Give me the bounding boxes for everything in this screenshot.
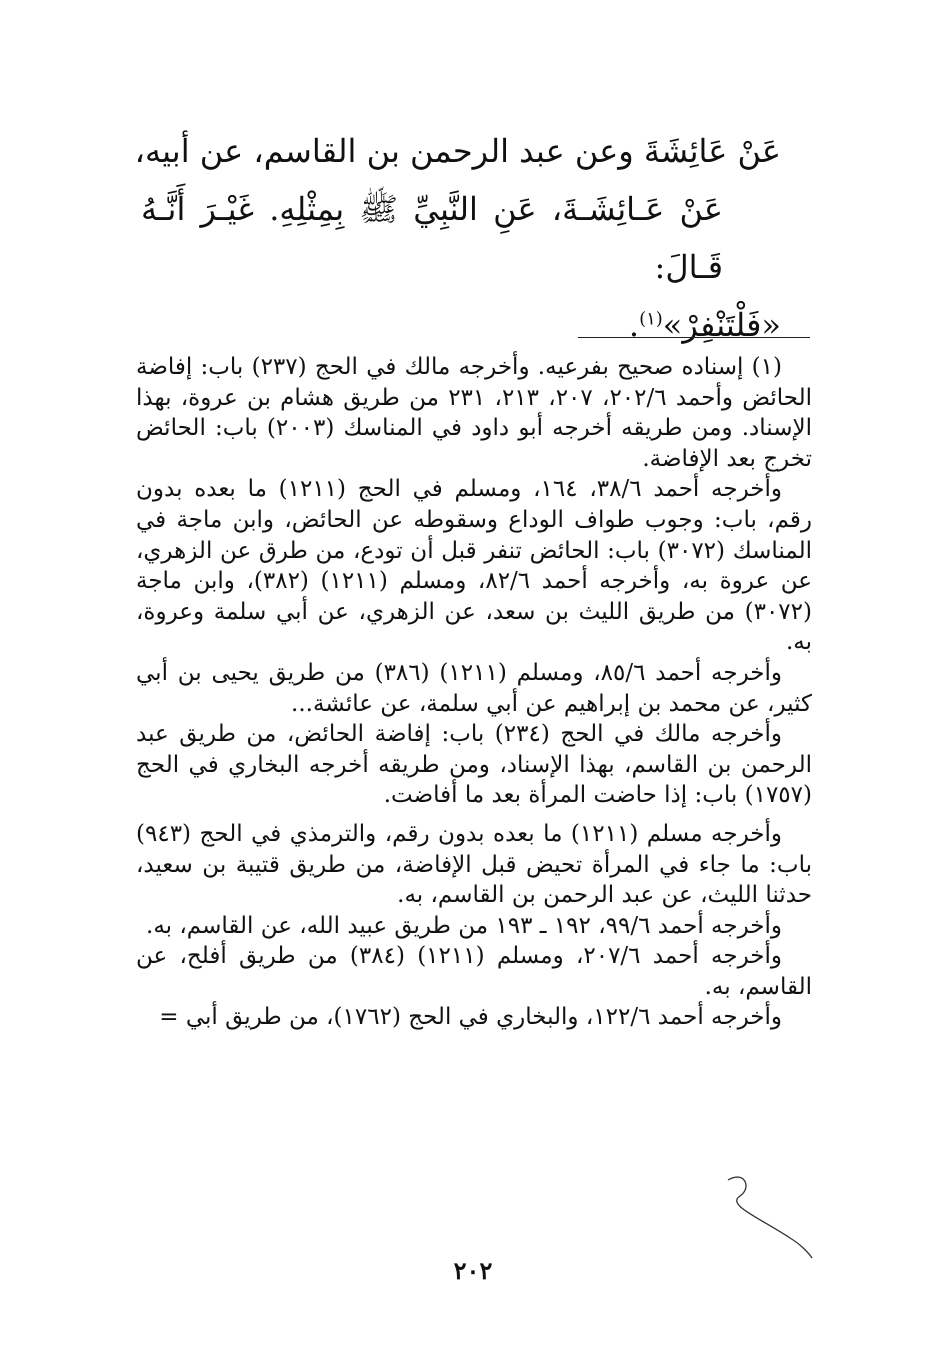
hadith-line-1: عَنْ عَائِشَةَ وعن عبد الرحمن بن القاسم، عن أبيه، — [134, 132, 781, 170]
footnote-paragraph-1: (١) إسناده صحيح بفرعيه. وأخرجه مالك في الحج (٢٣٧) باب: إفاضة الحائض وأحمد ٢٠٢/٦، ٢٠٧، ٢١٣، ٢٣١ من طريق هشام بن عروة، بهذا الإسناد. ومن طريقه أخرجه أبو داود في المناسك (٢٠٠٣) باب: الحائض تخرج بعد الإفاضة. — [136, 354, 813, 472]
hadith-line-2: عَنْ عَـائِشَـةَ، عَنِ النَّبِيِّ ﷺ بِمِثْلِهِ. غَيْـرَ أَنَّـهُ قَـالَ: — [141, 190, 723, 286]
footnote-paragraph-5: وأخرجه مسلم (١٢١١) ما بعده بدون رقم، والترمذي في الحج (٩٤٣) باب: ما جاء في المرأة تحيض قبل الإفاضة، من طريق قتيبة بن سعيد، حدثنا الليث، عن عبد الرحمن بن القاسم، به. — [136, 820, 812, 909]
footnote-paragraph-2: وأخرجه أحمد ٣٨/٦، ١٦٤، ومسلم في الحج (١٢١١) ما بعده بدون رقم، باب: وجوب طواف الوداع وسقوطه عن الحائض، وابن ماجة في المناسك (٣٠٧٢) باب: الحائض تنفر قبل أن تودع، من طرق عن الزهري، عن عروة به، وأخرجه أحمد ٨٢/٦، ومسلم (١٢١١) (٣٨٢)، وابن ماجة (٣٠٧٢) من طريق الليث بن سعد، عن الزهري، عن أبي سلمة وعروة، به. — [136, 476, 812, 656]
footnote-paragraph-7: وأخرجه أحمد ٢٠٧/٦، ومسلم (١٢١١) (٣٨٤) من طريق أفلح، عن القاسم، به. — [136, 943, 812, 1000]
footnote-paragraph-3: وأخرجه أحمد ٨٥/٦، ومسلم (١٢١١) (٣٨٦) من طريق يحيى بن أبي كثير، عن محمد بن إبراهيم عن أبي سلمة، عن عائشة... — [136, 659, 812, 717]
footnote-paragraph-6: وأخرجه أحمد ٩٩/٦، ١٩٢ ـ ١٩٣ من طريق عبيد الله، عن القاسم، به. — [146, 912, 782, 939]
footnote-paragraph-8: وأخرجه أحمد ١٢٢/٦، والبخاري في الحج (١٧٦٢)، من طريق أبي = — [159, 1004, 782, 1031]
footnote-paragraph-4: وأخرجه مالك في الحج (٢٣٤) باب: إفاضة الحائض، من طريق عبد الرحمن بن القاسم، بهذا الإسناد، ومن طريقه أخرجه البخاري في الحج (١٧٥٧) باب: إذا حاضت المرأة بعد ما أفاضت. — [136, 721, 812, 809]
page-number: ٢٠٢ — [453, 1256, 493, 1285]
hadith-quote: «فَلْتَنْفِرْ» — [662, 306, 781, 344]
footnote-reference: (١) — [639, 308, 663, 330]
hadith-end-period: . — [628, 306, 640, 344]
